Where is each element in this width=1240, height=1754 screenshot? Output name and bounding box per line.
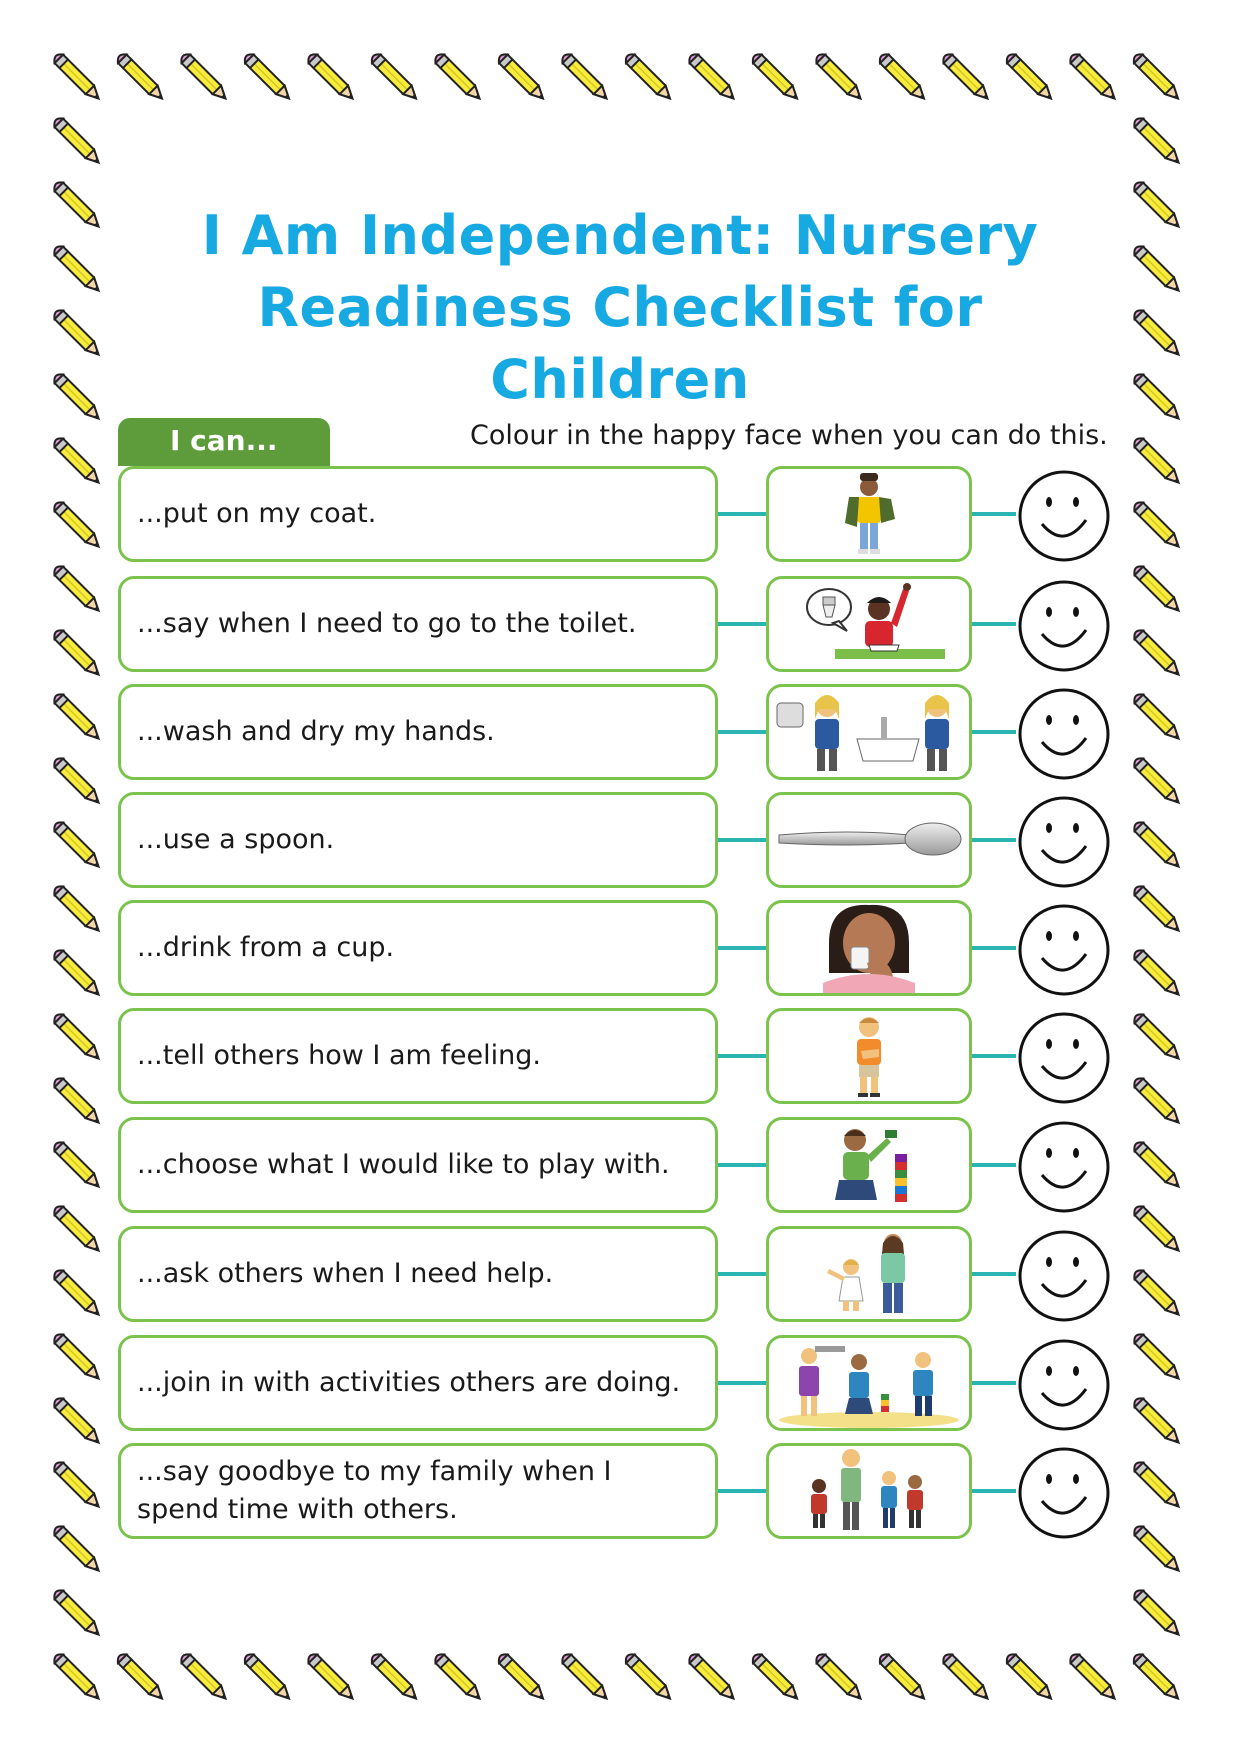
pencil-icon [306,1652,357,1703]
children-playing-together-picture [766,1335,972,1431]
child-playing-blocks-picture [766,1117,972,1213]
pencil-icon [52,52,103,103]
pencil-icon [369,1652,420,1703]
checklist-row [0,1117,1240,1213]
pencil-icon [687,52,738,103]
pencil-icon [750,1652,801,1703]
connector-line [718,946,766,950]
spoon-picture [766,792,972,888]
child-expressing-feelings-picture [766,1008,972,1104]
pencil-icon [1131,1652,1182,1703]
instruction-text: Colour in the happy face when you can do this. [470,420,1108,451]
pencil-icon [941,1652,992,1703]
checklist-row [0,1443,1240,1539]
connector-line [972,946,1016,950]
happy-face-icon[interactable] [1016,468,1112,564]
child-raising-hand-toilet-picture [766,576,972,672]
pencil-icon [814,1652,865,1703]
connector-line [718,730,766,734]
pencil-icon [52,244,103,295]
pencil-icon [623,1652,674,1703]
pencil-icon [52,1588,103,1639]
connector-line [972,512,1016,516]
child-washing-drying-hands-picture [766,684,972,780]
pencil-icon [1132,116,1183,167]
pencil-icon [115,1652,166,1703]
connector-line [718,1054,766,1058]
checklist-row [0,900,1240,996]
item-text: ...use a spoon. [118,792,718,888]
connector-line [972,1054,1016,1058]
pencil-icon [941,52,992,103]
happy-face-icon[interactable] [1016,1119,1112,1215]
connector-line [972,1163,1016,1167]
happy-face-icon[interactable] [1016,1445,1112,1541]
connector-line [718,1163,766,1167]
checklist-row [0,466,1240,562]
checklist-row [0,1008,1240,1104]
connector-line [972,1381,1016,1385]
pencil-icon [242,52,293,103]
pencil-icon [1132,1588,1183,1639]
item-text: ...say when I need to go to the toilet. [118,576,718,672]
checklist-row [0,684,1240,780]
connector-line [718,1272,766,1276]
connector-line [718,1489,766,1493]
pencil-icon [433,1652,484,1703]
pencil-icon [1068,1652,1119,1703]
child-putting-on-coat-picture [766,466,972,562]
pencil-icon [242,1652,293,1703]
pencil-icon [1004,52,1055,103]
item-text: ...tell others how I am feeling. [118,1008,718,1104]
item-text: ...choose what I would like to play with. [118,1117,718,1213]
pencil-icon [560,52,611,103]
item-text: ...ask others when I need help. [118,1226,718,1322]
family-goodbye-picture [766,1443,972,1539]
i-can-tab: I can... [118,418,330,466]
pencil-icon [52,180,103,231]
pencil-icon [115,52,166,103]
connector-line [718,512,766,516]
pencil-icon [1004,1652,1055,1703]
connector-line [972,838,1016,842]
connector-line [972,1272,1016,1276]
pencil-icon [1132,180,1183,231]
connector-line [972,622,1016,626]
pencil-icon [1132,244,1183,295]
child-drinking-cup-picture [766,900,972,996]
happy-face-icon[interactable] [1016,1337,1112,1433]
pencil-icon [877,52,928,103]
happy-face-icon[interactable] [1016,686,1112,782]
item-text: ...drink from a cup. [118,900,718,996]
happy-face-icon[interactable] [1016,1228,1112,1324]
item-text: ...join in with activities others are doing. [118,1335,718,1431]
pencil-icon [52,372,103,423]
pencil-icon [52,116,103,167]
connector-line [718,838,766,842]
happy-face-icon[interactable] [1016,1010,1112,1106]
pencil-icon [623,52,674,103]
pencil-icon [496,52,547,103]
item-text: ...wash and dry my hands. [118,684,718,780]
item-text: ...say goodbye to my family when I spend time with others. [118,1443,718,1539]
connector-line [972,1489,1016,1493]
child-asking-adult-help-picture [766,1226,972,1322]
pencil-icon [814,52,865,103]
connector-line [972,730,1016,734]
happy-face-icon[interactable] [1016,902,1112,998]
checklist-row [0,576,1240,672]
pencil-icon [1132,372,1183,423]
pencil-icon [687,1652,738,1703]
pencil-icon [52,1652,103,1703]
checklist-row [0,1335,1240,1431]
checklist-row [0,1226,1240,1322]
title-line-1: I Am Independent: Nursery [201,204,1039,267]
pencil-icon [1068,52,1119,103]
pencil-icon [369,52,420,103]
pencil-icon [1132,308,1183,359]
happy-face-icon[interactable] [1016,794,1112,890]
pencil-icon [179,52,230,103]
title-line-2: Readiness Checklist for Children [257,276,983,411]
pencil-icon [306,52,357,103]
pencil-icon [560,1652,611,1703]
pencil-icon [52,308,103,359]
item-text: ...put on my coat. [118,466,718,562]
checklist-row [0,792,1240,888]
pencil-icon [179,1652,230,1703]
pencil-icon [877,1652,928,1703]
pencil-icon [496,1652,547,1703]
connector-line [718,1381,766,1385]
page-title [130,200,1110,416]
pencil-icon [433,52,484,103]
happy-face-icon[interactable] [1016,578,1112,674]
connector-line [718,622,766,626]
pencil-icon [1131,52,1182,103]
pencil-icon [750,52,801,103]
